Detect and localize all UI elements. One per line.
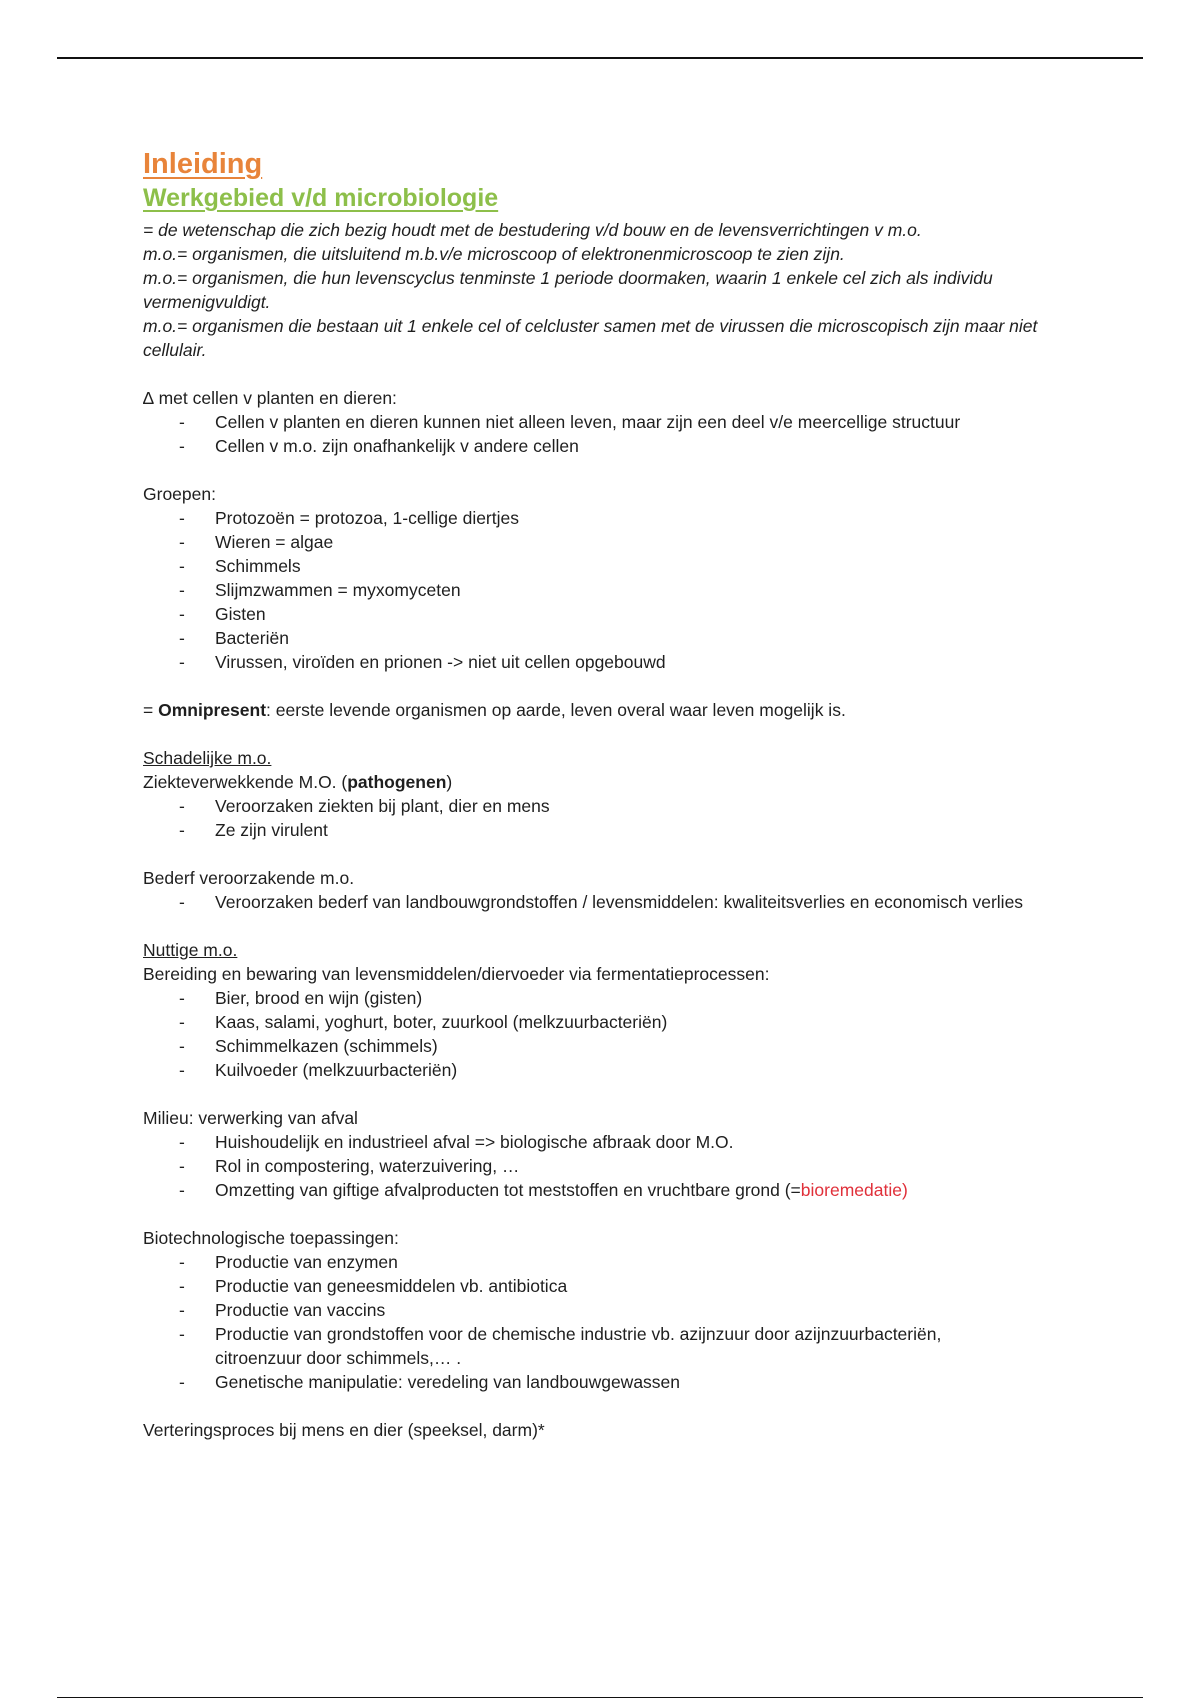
list-item: - Veroorzaken ziekten bij plant, dier en mens [143,794,1063,818]
bederf-heading: Bederf veroorzakende m.o. [143,868,355,888]
list-item: - Ze zijn virulent [143,818,1063,842]
list-item: - Wieren = algae [143,530,1063,554]
list-item: - Gisten [143,602,1063,626]
list-item: - Productie van enzymen [143,1250,1063,1274]
footer-rule [57,1697,1143,1698]
groepen-heading: Groepen: [143,484,216,504]
definition-line: m.o.= organismen die bestaan uit 1 enkele cel of celcluster samen met de virussen die microscopisch zijn maar niet cellulair. [143,316,1038,360]
omnipresent-line: = Omnipresent: eerste levende organismen op aarde, leven overal waar leven mogelijk is. [143,700,846,720]
biotech-list [143,1250,1063,1394]
list-item: - Kuilvoeder (melkzuurbacteriën) [143,1058,1063,1082]
list-item: - Rol in compostering, waterzuivering, … [143,1154,1063,1178]
list-item: - Veroorzaken bederf van landbouwgrondstoffen / levensmiddelen: kwaliteitsverlies en economisch verlies [143,890,1063,914]
list-item: - Cellen v m.o. zijn onafhankelijk v andere cellen [143,434,1063,458]
list-item: - Huishoudelijk en industrieel afval => biologische afbraak door M.O. [143,1130,1063,1154]
list-item: - Virussen, viroïden en prionen -> niet uit cellen opgebouwd [143,650,1063,674]
list-item: - Genetische manipulatie: veredeling van landbouwgewassen [143,1370,1063,1394]
groepen-list [143,506,1063,674]
header-rule [57,57,1143,59]
list-item: - Cellen v planten en dieren kunnen niet alleen leven, maar zijn een deel v/e meercellige structuur [143,410,1063,434]
schadelijk-line: Ziekteverwekkende M.O. (pathogenen) [143,772,453,792]
milieu-list [143,1130,1063,1202]
milieu-heading: Milieu: verwerking van afval [143,1108,358,1128]
list-item: - Bier, brood en wijn (gisten) [143,986,1063,1010]
schadelijk-heading: Schadelijke m.o. [143,748,272,768]
section-title: Werkgebied v/d microbiologie [143,184,499,212]
list-item: - Kaas, salami, yoghurt, boter, zuurkool (melkzuurbacteriën) [143,1010,1063,1034]
vertering-line: Verteringsproces bij mens en dier (speeksel, darm)* [143,1420,545,1440]
bioremedatie-term: bioremedatie) [800,1180,908,1200]
schadelijk-list [143,794,1063,842]
list-item: - Slijmzwammen = myxomyceten [143,578,1063,602]
delta-heading: ∆ met cellen v planten en dieren: [143,388,397,408]
definition-line: m.o.= organismen, die uitsluitend m.b.v/e microscoop of elektronenmicroscoop te zien zijn. [143,244,845,264]
document-body [143,146,1063,1442]
bederf-list [143,890,1063,914]
delta-list [143,410,1063,458]
nuttig-heading: Nuttige m.o. [143,940,238,960]
list-item: - Schimmelkazen (schimmels) [143,1034,1063,1058]
nuttig-list [143,986,1063,1082]
definition-line: m.o.= organismen, die hun levenscyclus tenminste 1 periode doormaken, waarin 1 enkele cel zich als individu vermenigvuldigt. [143,268,993,312]
list-item: - Bacteriën [143,626,1063,650]
page-title: Inleiding [143,148,263,180]
list-item: - Productie van grondstoffen voor de chemische industrie vb. azijnzuur door azijnzuurbacteriën, citroenzuur door schimmels,… . [143,1322,1063,1370]
list-item: - Protozoën = protozoa, 1-cellige diertjes [143,506,1063,530]
list-item: - Schimmels [143,554,1063,578]
definition-line: = de wetenschap die zich bezig houdt met de bestudering v/d bouw en de levensverrichtingen v m.o. [143,220,922,240]
omnipresent-term: Omnipresent [158,700,267,720]
biotech-heading: Biotechnologische toepassingen: [143,1228,399,1248]
list-item: - Productie van geneesmiddelen vb. antibiotica [143,1274,1063,1298]
list-item: - Omzetting van giftige afvalproducten tot meststoffen en vruchtbare grond (=bioremedatie) [143,1178,1063,1202]
nuttig-line: Bereiding en bewaring van levensmiddelen/diervoeder via fermentatieprocessen: [143,964,770,984]
list-item: - Productie van vaccins [143,1298,1063,1322]
